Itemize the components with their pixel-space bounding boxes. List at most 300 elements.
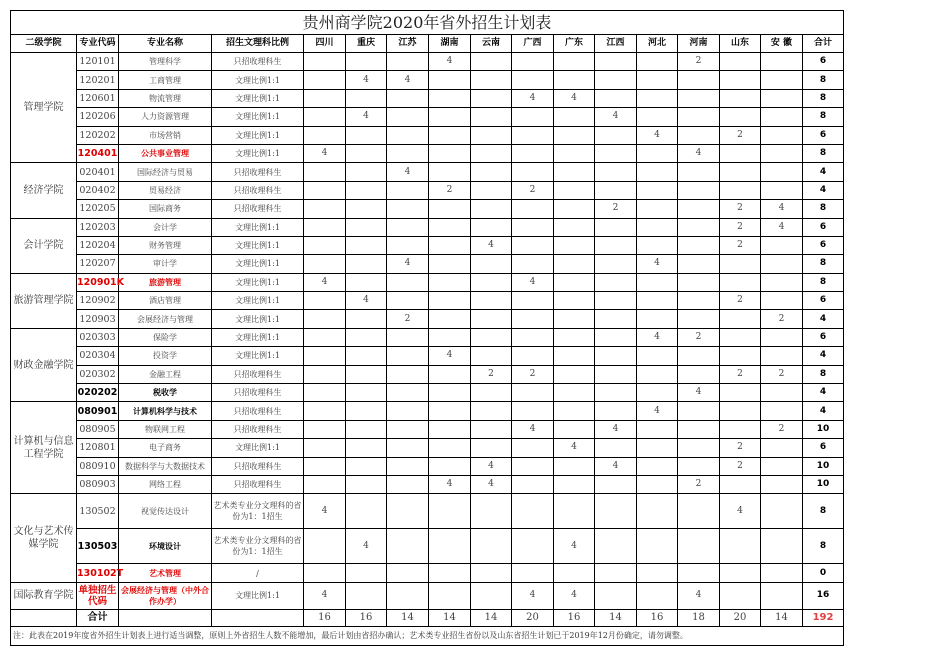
- quota-cell: 2: [761, 420, 803, 438]
- quota-cell: [595, 439, 637, 457]
- quota-cell: [595, 236, 637, 254]
- quota-cell: [346, 255, 387, 273]
- quota-cell: 4: [512, 89, 554, 107]
- admission-ratio: 只招收理科生: [212, 163, 304, 181]
- quota-cell: [678, 402, 720, 420]
- quota-cell: [387, 529, 429, 564]
- admission-ratio: 只招收理科生: [212, 384, 304, 402]
- quota-cell: [554, 273, 595, 291]
- empty-cell: [119, 609, 212, 626]
- quota-cell: [512, 292, 554, 310]
- quota-cell: [554, 310, 595, 328]
- quota-cell: [761, 384, 803, 402]
- quota-cell: [512, 236, 554, 254]
- quota-cell: [429, 71, 471, 89]
- quota-cell: [304, 439, 346, 457]
- quota-cell: [678, 163, 720, 181]
- quota-cell: [678, 181, 720, 199]
- quota-cell: [554, 108, 595, 126]
- quota-cell: [761, 564, 803, 582]
- quota-cell: [387, 564, 429, 582]
- quota-cell: [637, 439, 678, 457]
- major-code: 130102T: [77, 564, 119, 582]
- quota-cell: [678, 564, 720, 582]
- quota-cell: [720, 163, 761, 181]
- major-code: 120901K: [77, 273, 119, 291]
- quota-cell: [387, 236, 429, 254]
- row-total: 8: [803, 255, 844, 273]
- province-total: 14: [429, 609, 471, 626]
- major-name: 财务管理: [119, 236, 212, 254]
- quota-cell: [387, 439, 429, 457]
- quota-cell: [720, 564, 761, 582]
- quota-cell: [678, 255, 720, 273]
- major-code: 120601: [77, 89, 119, 107]
- major-code: 020401: [77, 163, 119, 181]
- quota-cell: [720, 328, 761, 346]
- major-name: 贸易经济: [119, 181, 212, 199]
- admission-ratio: 文理比例1:1: [212, 347, 304, 365]
- quota-cell: [387, 218, 429, 236]
- quota-cell: [346, 273, 387, 291]
- quota-cell: [554, 328, 595, 346]
- quota-cell: [637, 347, 678, 365]
- row-total: 8: [803, 108, 844, 126]
- quota-cell: [346, 126, 387, 144]
- quota-cell: [304, 89, 346, 107]
- quota-cell: [429, 328, 471, 346]
- quota-cell: [346, 89, 387, 107]
- grand-total: 192: [803, 609, 844, 626]
- major-code: 120903: [77, 310, 119, 328]
- quota-cell: [637, 71, 678, 89]
- quota-cell: [387, 457, 429, 475]
- quota-cell: [720, 384, 761, 402]
- quota-cell: 2: [678, 475, 720, 493]
- major-name: 公共事业管理: [119, 144, 212, 162]
- quota-cell: [678, 89, 720, 107]
- admission-ratio: 只招收理科生: [212, 420, 304, 438]
- quota-cell: [429, 365, 471, 383]
- quota-cell: [346, 439, 387, 457]
- major-code: 080901: [77, 402, 119, 420]
- quota-cell: [595, 163, 637, 181]
- major-code: 120401: [77, 144, 119, 162]
- table-row: [11, 529, 844, 564]
- quota-cell: [720, 53, 761, 71]
- quota-cell: [678, 347, 720, 365]
- quota-cell: 4: [720, 494, 761, 529]
- quota-cell: [595, 273, 637, 291]
- quota-cell: 4: [387, 255, 429, 273]
- province-total: 20: [720, 609, 761, 626]
- header-row: [11, 35, 844, 53]
- quota-cell: [637, 144, 678, 162]
- table-row: [11, 564, 844, 582]
- quota-cell: [387, 328, 429, 346]
- quota-cell: [512, 475, 554, 493]
- quota-cell: [761, 439, 803, 457]
- quota-cell: [761, 457, 803, 475]
- table-row: [11, 494, 844, 529]
- quota-cell: [554, 347, 595, 365]
- quota-cell: [304, 384, 346, 402]
- quota-cell: 4: [471, 475, 512, 493]
- province-total: 14: [387, 609, 429, 626]
- quota-cell: 2: [429, 181, 471, 199]
- quota-cell: [678, 200, 720, 218]
- table-row: [11, 144, 844, 162]
- quota-cell: [304, 475, 346, 493]
- quota-cell: [720, 310, 761, 328]
- quota-cell: [471, 273, 512, 291]
- major-name: 电子商务: [119, 439, 212, 457]
- quota-cell: [304, 564, 346, 582]
- admission-ratio: 文理比例1:1: [212, 89, 304, 107]
- major-code: 120205: [77, 200, 119, 218]
- quota-cell: [471, 200, 512, 218]
- quota-cell: [346, 236, 387, 254]
- quota-cell: [637, 365, 678, 383]
- quota-cell: [637, 273, 678, 291]
- major-name: 会计学: [119, 218, 212, 236]
- quota-cell: [471, 108, 512, 126]
- major-name: 会展经济与管理: [119, 310, 212, 328]
- quota-cell: [720, 108, 761, 126]
- quota-cell: [304, 310, 346, 328]
- quota-cell: [512, 144, 554, 162]
- major-name: 税收学: [119, 384, 212, 402]
- column-header: 广东: [554, 35, 595, 53]
- quota-cell: [637, 529, 678, 564]
- quota-cell: [471, 328, 512, 346]
- quota-cell: 4: [346, 108, 387, 126]
- major-code: 120206: [77, 108, 119, 126]
- quota-cell: [595, 71, 637, 89]
- quota-cell: [512, 384, 554, 402]
- quota-cell: 4: [554, 89, 595, 107]
- quota-cell: [512, 457, 554, 475]
- quota-cell: [304, 402, 346, 420]
- quota-cell: [637, 236, 678, 254]
- quota-cell: [595, 347, 637, 365]
- row-total: 4: [803, 181, 844, 199]
- quota-cell: [471, 529, 512, 564]
- quota-cell: [429, 439, 471, 457]
- quota-cell: 4: [429, 53, 471, 71]
- quota-cell: [304, 163, 346, 181]
- quota-cell: [595, 475, 637, 493]
- quota-cell: [637, 457, 678, 475]
- quota-cell: [554, 420, 595, 438]
- row-total: 6: [803, 53, 844, 71]
- quota-cell: [554, 365, 595, 383]
- college-name: 管理学院: [11, 53, 77, 163]
- admission-ratio: 文理比例1:1: [212, 328, 304, 346]
- quota-cell: [761, 108, 803, 126]
- quota-cell: [471, 181, 512, 199]
- quota-cell: [678, 126, 720, 144]
- quota-cell: [595, 564, 637, 582]
- quota-cell: [429, 108, 471, 126]
- major-name: 艺术管理: [119, 564, 212, 582]
- quota-cell: 4: [471, 457, 512, 475]
- college-name: 经济学院: [11, 163, 77, 218]
- quota-cell: [720, 402, 761, 420]
- quota-cell: [304, 255, 346, 273]
- quota-cell: [429, 255, 471, 273]
- quota-cell: [512, 564, 554, 582]
- quota-cell: 2: [761, 310, 803, 328]
- major-name: 管理科学: [119, 53, 212, 71]
- quota-cell: [346, 494, 387, 529]
- quota-cell: 4: [346, 529, 387, 564]
- row-total: 4: [803, 384, 844, 402]
- quota-cell: [637, 292, 678, 310]
- quota-cell: [678, 218, 720, 236]
- quota-cell: [554, 384, 595, 402]
- table-row: [11, 328, 844, 346]
- quota-cell: [512, 402, 554, 420]
- quota-cell: [761, 255, 803, 273]
- totals-row: [11, 609, 844, 626]
- quota-cell: [720, 529, 761, 564]
- table-title: 贵州商学院2020年省外招生计划表: [11, 11, 844, 35]
- quota-cell: [471, 163, 512, 181]
- row-total: 8: [803, 529, 844, 564]
- quota-cell: [429, 89, 471, 107]
- quota-cell: [387, 384, 429, 402]
- admission-ratio: 只招收理科生: [212, 181, 304, 199]
- admission-ratio: 文理比例1:1: [212, 218, 304, 236]
- college-name: 会计学院: [11, 218, 77, 273]
- major-name: 数据科学与大数据技术: [119, 457, 212, 475]
- quota-cell: 2: [720, 200, 761, 218]
- major-name: 国际商务: [119, 200, 212, 218]
- quota-cell: [720, 273, 761, 291]
- quota-cell: 4: [304, 144, 346, 162]
- row-total: 8: [803, 273, 844, 291]
- quota-cell: [346, 53, 387, 71]
- quota-cell: [512, 255, 554, 273]
- quota-cell: [387, 273, 429, 291]
- college-name: 国际教育学院: [11, 582, 77, 609]
- province-total: 16: [637, 609, 678, 626]
- column-header: 二级学院: [11, 35, 77, 53]
- quota-cell: 2: [387, 310, 429, 328]
- admission-ratio: 文理比例1:1: [212, 310, 304, 328]
- quota-cell: [304, 126, 346, 144]
- row-total: 10: [803, 475, 844, 493]
- admission-ratio: 艺术类专业分文理科的省份为1：1招生: [212, 529, 304, 564]
- quota-cell: 2: [720, 292, 761, 310]
- quota-cell: [637, 53, 678, 71]
- quota-cell: [304, 53, 346, 71]
- quota-cell: 4: [761, 200, 803, 218]
- quota-cell: [554, 200, 595, 218]
- quota-cell: [595, 402, 637, 420]
- table-row: [11, 582, 844, 609]
- quota-cell: 2: [720, 236, 761, 254]
- quota-cell: 4: [429, 347, 471, 365]
- quota-cell: [512, 108, 554, 126]
- province-total: 14: [595, 609, 637, 626]
- quota-cell: [637, 89, 678, 107]
- quota-cell: [471, 218, 512, 236]
- quota-cell: [595, 494, 637, 529]
- quota-cell: [429, 218, 471, 236]
- major-name: 视觉传达设计: [119, 494, 212, 529]
- quota-cell: [304, 200, 346, 218]
- admission-ratio: 只招收理科生: [212, 457, 304, 475]
- quota-cell: [471, 53, 512, 71]
- major-code: 120801: [77, 439, 119, 457]
- quota-cell: 4: [512, 420, 554, 438]
- quota-cell: [471, 402, 512, 420]
- admission-ratio: /: [212, 564, 304, 582]
- quota-cell: [637, 200, 678, 218]
- quota-cell: [387, 200, 429, 218]
- major-code: 120902: [77, 292, 119, 310]
- quota-cell: [346, 163, 387, 181]
- quota-cell: [429, 200, 471, 218]
- quota-cell: [595, 365, 637, 383]
- province-total: 16: [554, 609, 595, 626]
- quota-cell: [761, 475, 803, 493]
- admission-ratio: 艺术类专业分文理科的省份为1：1招生: [212, 494, 304, 529]
- quota-cell: [471, 144, 512, 162]
- major-code: 020304: [77, 347, 119, 365]
- table-row: [11, 310, 844, 328]
- quota-cell: [429, 292, 471, 310]
- row-total: 6: [803, 328, 844, 346]
- quota-cell: [720, 71, 761, 89]
- quota-cell: [304, 292, 346, 310]
- quota-cell: [429, 310, 471, 328]
- quota-cell: [761, 53, 803, 71]
- quota-cell: [387, 475, 429, 493]
- major-code: 130503: [77, 529, 119, 564]
- quota-cell: [304, 420, 346, 438]
- major-code: 020202: [77, 384, 119, 402]
- quota-cell: [554, 53, 595, 71]
- quota-cell: [761, 292, 803, 310]
- major-code: 080910: [77, 457, 119, 475]
- quota-cell: [720, 255, 761, 273]
- quota-cell: [761, 236, 803, 254]
- quota-cell: [678, 108, 720, 126]
- quota-cell: [678, 236, 720, 254]
- major-code: 080903: [77, 475, 119, 493]
- row-total: 10: [803, 420, 844, 438]
- row-total: 4: [803, 163, 844, 181]
- quota-cell: [346, 457, 387, 475]
- quota-cell: [304, 347, 346, 365]
- quota-cell: [678, 420, 720, 438]
- quota-cell: [387, 181, 429, 199]
- empty-cell: [212, 609, 304, 626]
- quota-cell: [304, 108, 346, 126]
- major-code: 120101: [77, 53, 119, 71]
- enrollment-plan-table: [10, 10, 844, 646]
- quota-cell: [637, 420, 678, 438]
- row-total: 6: [803, 218, 844, 236]
- row-total: 4: [803, 347, 844, 365]
- quota-cell: [346, 144, 387, 162]
- quota-cell: [761, 126, 803, 144]
- major-name: 酒店管理: [119, 292, 212, 310]
- quota-cell: [304, 529, 346, 564]
- quota-cell: 4: [637, 328, 678, 346]
- quota-cell: [761, 89, 803, 107]
- quota-cell: 4: [637, 255, 678, 273]
- table-row: [11, 126, 844, 144]
- college-name: 文化与艺术传媒学院: [11, 494, 77, 582]
- quota-cell: 4: [761, 218, 803, 236]
- table-row: [11, 108, 844, 126]
- province-total: 14: [761, 609, 803, 626]
- major-code: 120201: [77, 71, 119, 89]
- quota-cell: [637, 564, 678, 582]
- column-header: 云南: [471, 35, 512, 53]
- quota-cell: [512, 310, 554, 328]
- table-row: [11, 255, 844, 273]
- quota-cell: [387, 402, 429, 420]
- province-total: 18: [678, 609, 720, 626]
- quota-cell: [554, 255, 595, 273]
- quota-cell: [554, 402, 595, 420]
- major-name: 工商管理: [119, 71, 212, 89]
- quota-cell: [720, 475, 761, 493]
- quota-cell: 2: [720, 365, 761, 383]
- quota-cell: [429, 529, 471, 564]
- quota-cell: 4: [512, 273, 554, 291]
- major-name: 金融工程: [119, 365, 212, 383]
- major-code: 130502: [77, 494, 119, 529]
- quota-cell: 4: [304, 582, 346, 609]
- major-code: 120203: [77, 218, 119, 236]
- quota-cell: [761, 402, 803, 420]
- row-total: 8: [803, 89, 844, 107]
- quota-cell: [304, 71, 346, 89]
- quota-cell: [678, 310, 720, 328]
- quota-cell: [554, 292, 595, 310]
- quota-cell: [471, 71, 512, 89]
- column-header: 重庆: [346, 35, 387, 53]
- admission-ratio: 只招收理科生: [212, 53, 304, 71]
- quota-cell: [471, 310, 512, 328]
- quota-cell: [595, 126, 637, 144]
- quota-cell: [471, 347, 512, 365]
- quota-cell: [387, 108, 429, 126]
- admission-ratio: 文理比例1:1: [212, 292, 304, 310]
- quota-cell: 2: [595, 200, 637, 218]
- column-header: 河南: [678, 35, 720, 53]
- column-header: 江西: [595, 35, 637, 53]
- major-code: 080905: [77, 420, 119, 438]
- quota-cell: [346, 347, 387, 365]
- quota-cell: 4: [554, 529, 595, 564]
- column-header: 合计: [803, 35, 844, 53]
- column-header: 专业代码: [77, 35, 119, 53]
- table-row: [11, 163, 844, 181]
- quota-cell: [720, 347, 761, 365]
- quota-cell: [346, 200, 387, 218]
- major-name: 环境设计: [119, 529, 212, 564]
- row-total: 10: [803, 457, 844, 475]
- quota-cell: [678, 273, 720, 291]
- quota-cell: [512, 494, 554, 529]
